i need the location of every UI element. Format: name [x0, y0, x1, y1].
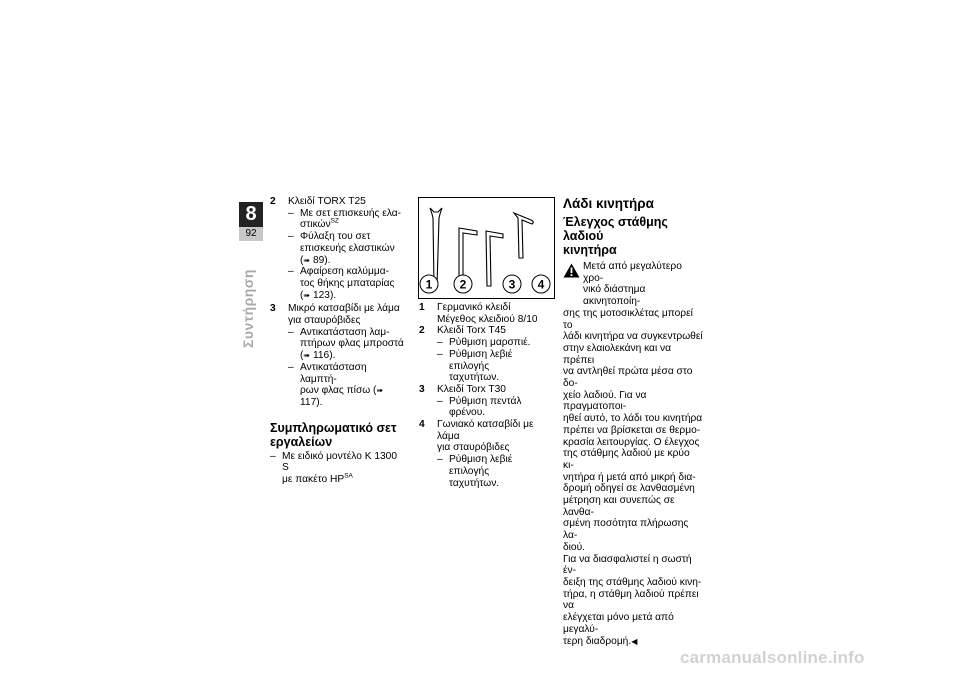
sub-item	[288, 208, 405, 231]
sub-text-cont: στικών$^{SZ}$	[300, 218, 339, 231]
sub-text-cont: ρων φλας πίσω (➠ 117).	[300, 385, 384, 408]
dash: –	[288, 326, 294, 338]
sub-text: Ρύθμιση λεβιέ επιλογής	[449, 348, 513, 372]
item-title: Κλειδί Torx T45	[437, 325, 506, 337]
sub-text-cont: ταχυτήτων.	[449, 477, 500, 489]
sub-item	[288, 362, 405, 409]
arrow-icon: ➠	[303, 290, 311, 300]
section-title-engine-oil: Λάδι κινητήρα	[563, 196, 654, 211]
body-paragraph-2: Για να διασφαλιστεί η σωστή έν- δειξη της στάθμης λαδιού κινη- τήρα, η στάθμη λαδιού πρέπει να ελέγχεται μόνο μετά από μεγαλύ- τερη διαδρομή.◀	[563, 553, 702, 647]
section-title: Συντήρηση	[240, 269, 256, 348]
item-title-cont: για σταυρόβιδες	[437, 442, 510, 454]
dash: –	[437, 395, 443, 407]
sub-item	[270, 451, 405, 486]
legend-item-4	[419, 419, 554, 489]
warning-icon	[563, 263, 580, 278]
page-reference[interactable]: (➠ 89).	[300, 254, 331, 266]
sub-text-cont: ταχυτήτων.	[449, 372, 500, 384]
figure-label-3	[503, 275, 521, 293]
page-reference[interactable]: 117).	[300, 396, 323, 408]
column-2	[419, 302, 554, 489]
item-number: 3	[419, 383, 425, 395]
sub-text: Αντικατάσταση λαμ-	[300, 326, 390, 338]
item-number: 1	[419, 302, 425, 313]
torx-key-t30-icon	[486, 231, 503, 286]
sub-item	[288, 231, 405, 266]
svg-text:4: 4	[537, 277, 545, 292]
arrow-icon: ➠	[303, 255, 311, 265]
dash: –	[437, 348, 443, 360]
item-detail: Μέγεθος κλειδιού 8/10	[437, 313, 538, 325]
watermark: carmanualsonline.info	[680, 648, 865, 667]
sub-item	[437, 396, 554, 419]
svg-text:3: 3	[508, 277, 516, 292]
legend-item-1	[419, 302, 554, 325]
dash: –	[288, 361, 294, 373]
end-mark-icon: ◀	[631, 636, 638, 646]
sub-text: Αφαίρεση καλύμμα-	[300, 266, 389, 278]
dash: –	[270, 450, 276, 462]
sub-text: Με ειδικό μοντέλο K 1300 S	[282, 450, 397, 474]
dash: –	[288, 266, 294, 278]
sub-item	[288, 266, 405, 301]
column-1	[270, 196, 405, 486]
column-3	[563, 196, 703, 647]
warning-line: νικό διάστημα ακινητοποίη-	[583, 284, 646, 308]
warning-line: Μετά από μεγαλύτερο χρο-	[583, 261, 682, 284]
tools-illustration	[418, 197, 555, 299]
body-paragraph-1: σης της μοτοσικλέτας μπορεί το λάδι κινητήρα να συγκεντρωθεί στην ελαιολεκάνη και να πρέπει να αντληθεί πρώτα μέσα στο δο- χείο λαδιού. Για να πραγματοποι- ηθεί αυτό, το λάδι του κινητήρα πρέπει να βρίσκεται σε θερμο- κρασία λειτουργίας. Ο έλεγχος της στάθμης λαδιού με κρύο κι- νητήρα ή μετά από μικρή δια- δρομή οδηγεί σε λανθασμένη μέτρηση και συνεπώς σε λανθα- σμένη ποσότητα πλήρωσης λα- διού.	[563, 307, 703, 553]
sub-text: Ρύθμιση μαρσπιέ.	[449, 337, 531, 349]
section-heading: Συμπληρωματικό σετ εργαλείων	[270, 420, 397, 449]
dash: –	[437, 337, 443, 349]
svg-text:2: 2	[459, 277, 467, 292]
tool-item-2	[270, 196, 405, 301]
item-title: Κλειδί Torx T30	[437, 383, 506, 395]
figure-label-1	[420, 275, 438, 293]
item-title-cont: για σταυρόβιδες	[288, 315, 361, 327]
sub-text: Αντικατάσταση λαμπτή-	[300, 361, 367, 385]
item-number: 4	[419, 419, 425, 431]
sub-text-cont: τος θήκης μπαταρίας	[300, 277, 395, 289]
sub-text: Ρύθμιση λεβιέ επιλογής	[449, 454, 513, 477]
item-number: 2	[270, 196, 276, 207]
arrow-icon: ➠	[376, 386, 384, 396]
sub-text-cont: με πακέτο $HP^{SA}$	[282, 472, 353, 486]
item-title: Γερμανικό κλειδί	[437, 302, 511, 313]
sub-item	[288, 327, 405, 362]
superscript: SA	[344, 472, 353, 480]
sub-item	[437, 454, 554, 489]
sub-text-cont: πτήρων φλας μπροστά	[300, 338, 404, 350]
warning-block	[563, 261, 703, 308]
chapter-number: 8	[239, 202, 263, 227]
superscript: SZ	[330, 218, 339, 226]
page-reference[interactable]: (➠ 123).	[300, 289, 337, 301]
dash: –	[288, 207, 294, 219]
page-number: 92	[239, 227, 263, 241]
legend-item-3	[419, 384, 554, 419]
dash: –	[437, 454, 443, 466]
tool-item-3	[270, 303, 405, 408]
dash: –	[288, 231, 294, 243]
sub-text: Ρύθμιση πεντάλ φρένου.	[449, 395, 522, 419]
item-title: Κλειδί TORX T25	[288, 196, 366, 207]
item-number: 3	[270, 303, 276, 315]
angled-screwdriver-icon	[514, 213, 533, 258]
sub-text: Με σετ επισκευής ελα-	[300, 207, 402, 219]
page-reference[interactable]: (➠ 116).	[300, 350, 336, 362]
subsection-heading: Έλεγχος στάθμης λαδιού κινητήρα	[563, 215, 668, 257]
legend-item-2	[419, 325, 554, 384]
item-number: 2	[419, 325, 425, 337]
sub-item	[437, 349, 554, 384]
item-title: Μικρό κατσαβίδι με λάμα	[288, 303, 400, 315]
figure-label-2	[454, 275, 472, 293]
svg-text:1: 1	[425, 277, 433, 292]
figure-label-4	[532, 275, 550, 293]
sub-text: Φύλαξη του σετ	[300, 231, 371, 243]
sub-text-cont: επισκευής ελαστικών	[300, 242, 395, 254]
item-title: Γωνιακό κατσαβίδι με λάμα	[437, 419, 534, 442]
tools-svg	[419, 198, 554, 298]
arrow-icon: ➠	[303, 351, 311, 361]
sub-item	[437, 337, 554, 349]
